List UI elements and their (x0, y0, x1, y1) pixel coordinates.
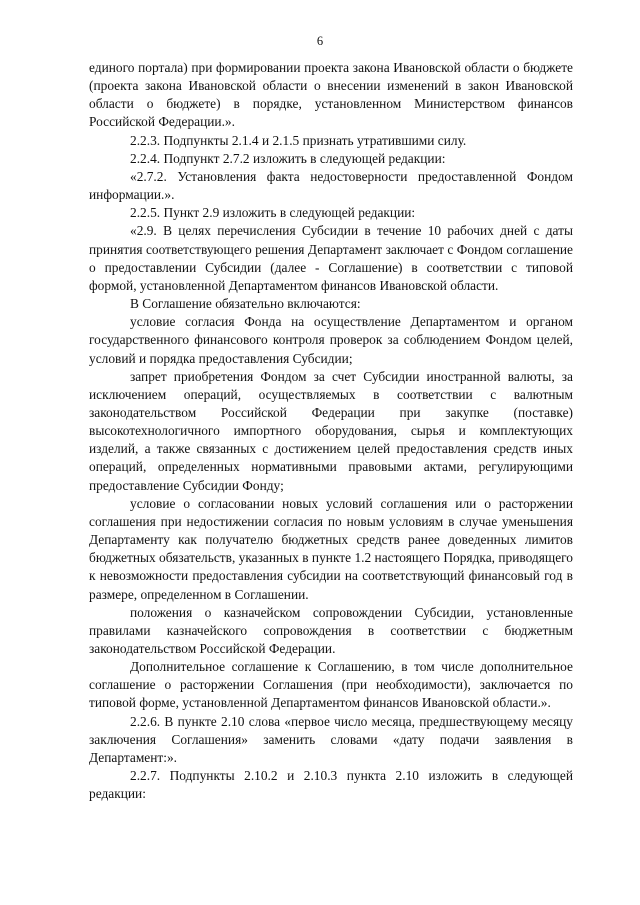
paragraph-portal-continuation: единого портала) при формировании проекта закона Ивановской области о бюджете (проекта закона Ивановской области о внесении изменений в закон Ивановской области о бюджете) в порядке, установленном Министерством финансов Российской Федерации.». (89, 60, 573, 130)
paragraph-new-terms-condition: условие о согласовании новых условий соглашения или о расторжении соглашения при недостижении согласия по новым условиям в случае уменьшения Департаменту как получателю бюджетных средств ранее доведенных лимитов бюджетных обязательств, указанных в пункте 1.2 настоящего Порядка, приводящего к невозможности предоставления субсидии на соответствующий финансовый год в размере, определенном в Соглашении. (89, 495, 573, 602)
paragraph-treasury-provisions: положения о казначейском сопровождении Субсидии, установленные правилами казначейского сопровождения в соответствии с бюджетным законодательством Российской Федерации. (89, 604, 573, 656)
paragraph-2-2-7: 2.2.7. Подпункты 2.10.2 и 2.10.3 пункта 2.10 изложить в следующей редакции: (89, 768, 573, 802)
paragraph-2-2-5: 2.2.5. Пункт 2.9 изложить в следующей редакции: (130, 205, 416, 221)
paragraph-currency-ban: запрет приобретения Фондом за счет Субсидии иностранной валюты, за исключением операций, осуществляемых в соответствии с валютным законодательством Российской Федерации при закупке (поставке) высокотехнологичного импортного оборудования, сырья и комплектующих изделий, а также связанных с достижением целей предоставления средств иных операций, определенных нормативными правовыми актами, регулирующими предоставление Субсидии Фонду; (89, 368, 573, 493)
paragraph-2-7-2-quote: «2.7.2. Установления факта недостоверности предоставленной Фондом информации.». (89, 168, 573, 203)
paragraph-2-2-6: 2.2.6. В пункте 2.10 слова «первое число месяца, предшествующему месяцу заключения Соглашения» заменить словами «дату подачи заявления в Департамент:». (89, 713, 573, 765)
paragraph-consent-condition: условие согласия Фонда на осуществление Департаментом и органом государственного финансового контроля проверок за соблюдением Фондом целей, условий и порядка предоставления Субсидии; (89, 314, 573, 366)
paragraph-supplementary-agreement: Дополнительное соглашение к Соглашению, в том числе дополнительное соглашение о расторжении Соглашения (при необходимости), заключается по типовой форме, установленной Департаментом финансов Ивановской области.». (89, 659, 573, 711)
page-number: 6 (316, 34, 324, 48)
paragraph-agreement-includes: В Соглашение обязательно включаются: (130, 296, 361, 312)
paragraph-2-2-3: 2.2.3. Подпункты 2.1.4 и 2.1.5 признать утратившими силу. (130, 132, 467, 148)
document-body (89, 59, 573, 803)
paragraph-2-2-4: 2.2.4. Подпункт 2.7.2 изложить в следующей редакции: (130, 150, 446, 166)
paragraph-2-9-quote: «2.9. В целях перечисления Субсидии в течение 10 рабочих дней с даты принятия соответствующего решения Департамент заключает с Фондом соглашение о предоставлении Субсидии (далее - Соглашение) в соответствии с типовой формой, установленной Департаментом финансов Ивановской области. (89, 223, 573, 293)
